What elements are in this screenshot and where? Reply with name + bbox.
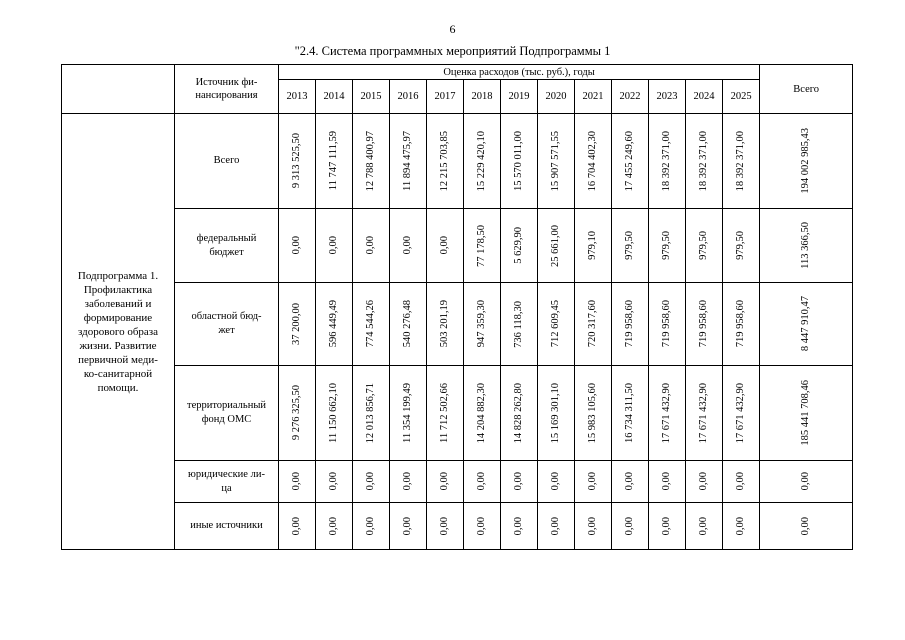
value-text: 11 150 662,10: [328, 383, 339, 443]
value-text: 15 169 301,10: [550, 382, 561, 444]
funding-source-line: юридические ли-: [188, 468, 265, 480]
value-text: 0,00: [513, 472, 524, 491]
value-text: 17 671 432,90: [698, 382, 709, 444]
subprogram-name-line: Профилактика: [83, 283, 153, 296]
value-cell-2025: [723, 503, 760, 550]
value-text: 0,00: [800, 516, 812, 536]
value-text: 503 201,19: [439, 300, 450, 348]
value-cell-2018: [464, 209, 501, 283]
value-text: 0,00: [439, 472, 450, 491]
subprogram-name-line: заболеваний и: [84, 297, 152, 310]
value-text: 15 570 011,00: [513, 131, 524, 191]
year-header-2023: 2023: [649, 80, 686, 114]
funding-source-line: федеральный: [196, 232, 257, 244]
funding-source-line: Всего: [213, 155, 240, 166]
value-text: 0,00: [328, 236, 339, 255]
value-cell-2022: [612, 209, 649, 283]
table-row: [62, 283, 853, 366]
value-text: 0,00: [587, 516, 598, 536]
value-cell-2020: [538, 366, 575, 461]
value-text: 11 354 199,49: [402, 383, 413, 443]
value-text: 0,00: [365, 472, 376, 491]
expenditure-table: [61, 64, 853, 550]
value-cell-2021: [575, 503, 612, 550]
value-text: 5 629,90: [513, 227, 524, 264]
value-text: 712 609,45: [550, 300, 561, 348]
value-text: 0,00: [698, 516, 709, 536]
value-text: 15 983 105,60: [587, 382, 598, 444]
value-cell-2022: [612, 503, 649, 550]
value-text: 774 544,26: [365, 300, 376, 348]
value-cell-2018: [464, 114, 501, 209]
value-text: 0,00: [550, 516, 561, 536]
value-text: 979,50: [698, 231, 709, 260]
value-text: 12 215 703,85: [439, 130, 450, 192]
value-text: 540 276,48: [402, 300, 413, 348]
value-cell-2023: [649, 209, 686, 283]
value-text: 596 449,49: [328, 300, 339, 348]
year-header-2018: 2018: [464, 80, 501, 114]
value-cell-2014: [316, 503, 353, 550]
value-text: 0,00: [365, 236, 376, 255]
header-row-top: [62, 65, 853, 80]
value-cell-2017: [427, 503, 464, 550]
value-cell-2020: [538, 114, 575, 209]
value-cell-2021: [575, 114, 612, 209]
value-cell-2016: [390, 114, 427, 209]
value-cell-2021: [575, 461, 612, 503]
value-cell-2024: [686, 366, 723, 461]
table-row: [62, 366, 853, 461]
total-value-cell: [760, 461, 853, 503]
value-cell-2023: [649, 114, 686, 209]
value-text: 719 958,60: [661, 300, 672, 348]
value-text: 0,00: [402, 236, 413, 255]
value-cell-2024: [686, 209, 723, 283]
value-cell-2025: [723, 209, 760, 283]
source-header: [175, 65, 279, 114]
funding-source-line: фонд ОМС: [201, 414, 252, 425]
value-text: 16 704 402,30: [587, 130, 598, 192]
table-row: [62, 209, 853, 283]
value-cell-2024: [686, 461, 723, 503]
value-text: 12 788 400,97: [365, 130, 376, 192]
value-cell-2016: [390, 209, 427, 283]
value-text: 736 118,30: [513, 300, 524, 348]
header-blank-cell: [62, 65, 175, 114]
value-text: 0,00: [439, 236, 450, 255]
funding-source-cell: [175, 209, 279, 283]
subprogram-name-line: Подпрограмма 1.: [77, 269, 159, 282]
value-text: 720 317,60: [587, 300, 598, 348]
value-cell-2021: [575, 209, 612, 283]
value-cell-2013: [279, 114, 316, 209]
funding-source-line: жет: [218, 325, 235, 336]
value-cell-2015: [353, 461, 390, 503]
value-cell-2018: [464, 503, 501, 550]
value-cell-2025: [723, 461, 760, 503]
value-cell-2025: [723, 283, 760, 366]
document-title: "2.4. Система программных мероприятий Подпрограммы 1: [294, 44, 611, 58]
value-cell-2018: [464, 366, 501, 461]
value-cell-2015: [353, 366, 390, 461]
value-text: 719 958,60: [735, 300, 747, 348]
value-cell-2013: [279, 366, 316, 461]
value-text: 0,00: [513, 516, 524, 536]
value-text: 17 671 432,90: [661, 382, 672, 444]
value-cell-2020: [538, 283, 575, 366]
value-cell-2013: [279, 461, 316, 503]
value-cell-2017: [427, 283, 464, 366]
year-header-2013: 2013: [279, 80, 316, 114]
value-cell-2025: [723, 366, 760, 461]
value-cell-2019: [501, 461, 538, 503]
value-text: 0,00: [624, 472, 635, 491]
value-cell-2023: [649, 283, 686, 366]
value-cell-2014: [316, 209, 353, 283]
value-text: 979,10: [587, 231, 598, 260]
value-text: 0,00: [476, 472, 487, 491]
year-header-2016: 2016: [390, 80, 427, 114]
total-value-cell: [760, 209, 853, 283]
value-cell-2023: [649, 503, 686, 550]
value-cell-2014: [316, 366, 353, 461]
value-text: 14 828 262,80: [513, 382, 524, 444]
value-cell-2016: [390, 366, 427, 461]
value-text: 37 200,00: [291, 303, 302, 345]
subprogram-name-cell: [62, 114, 175, 550]
total-header: Всего: [760, 65, 853, 114]
value-text: 9 276 325,50: [291, 385, 302, 441]
value-cell-2019: [501, 114, 538, 209]
subprogram-name-line: первичной меди-: [78, 353, 158, 366]
value-text: 0,00: [800, 472, 812, 491]
value-cell-2016: [390, 283, 427, 366]
page-number: 6: [449, 22, 456, 36]
value-text: 0,00: [328, 472, 339, 491]
table-row: [62, 114, 853, 209]
value-cell-2015: [353, 209, 390, 283]
year-header-2024: 2024: [686, 80, 723, 114]
source-header-line: Источник фи-: [195, 77, 258, 88]
year-header-2022: 2022: [612, 80, 649, 114]
value-cell-2017: [427, 461, 464, 503]
value-text: 947 359,30: [476, 300, 487, 348]
value-text: 17 455 249,60: [624, 130, 635, 192]
subprogram-name-line: формирование: [83, 311, 153, 324]
value-text: 77 178,50: [476, 224, 487, 267]
year-header-2019: 2019: [501, 80, 538, 114]
year-header-2015: 2015: [353, 80, 390, 114]
value-text: 0,00: [661, 472, 672, 491]
value-cell-2019: [501, 366, 538, 461]
year-header-2017: 2017: [427, 80, 464, 114]
value-text: 15 907 571,55: [550, 130, 561, 192]
value-text: 0,00: [476, 516, 487, 536]
funding-source-cell: [175, 114, 279, 209]
value-cell-2025: [723, 114, 760, 209]
value-text: 17 671 432,90: [735, 382, 747, 444]
value-cell-2019: [501, 209, 538, 283]
funding-source-cell: [175, 366, 279, 461]
value-cell-2018: [464, 283, 501, 366]
value-cell-2015: [353, 114, 390, 209]
total-value-cell: [760, 114, 853, 209]
value-text: 979,50: [735, 231, 747, 260]
source-header-line: нансирования: [195, 90, 258, 101]
value-cell-2016: [390, 503, 427, 550]
value-text: 11 894 475,97: [402, 131, 413, 191]
value-text: 113 366,50: [800, 222, 812, 269]
value-text: 0,00: [291, 236, 302, 255]
value-text: 0,00: [365, 516, 376, 536]
value-cell-2021: [575, 366, 612, 461]
value-cell-2015: [353, 283, 390, 366]
value-cell-2021: [575, 283, 612, 366]
total-value-cell: [760, 283, 853, 366]
value-cell-2023: [649, 461, 686, 503]
value-cell-2013: [279, 209, 316, 283]
value-text: 0,00: [735, 516, 747, 536]
funding-source-line: территориальный: [186, 400, 266, 411]
value-text: 16 734 311,50: [624, 383, 635, 443]
value-cell-2020: [538, 503, 575, 550]
year-header-2025: 2025: [723, 80, 760, 114]
year-header-2014: 2014: [316, 80, 353, 114]
year-header-2020: 2020: [538, 80, 575, 114]
value-cell-2024: [686, 503, 723, 550]
value-text: 0,00: [587, 472, 598, 491]
value-cell-2022: [612, 114, 649, 209]
value-text: 0,00: [291, 472, 302, 491]
value-text: 0,00: [402, 516, 413, 536]
value-cell-2023: [649, 366, 686, 461]
value-text: 0,00: [402, 472, 413, 491]
funding-source-line: областной бюд-: [191, 311, 262, 322]
funding-source-cell: [175, 461, 279, 503]
funding-source-cell: [175, 283, 279, 366]
total-value-cell: [760, 366, 853, 461]
funding-source-cell: [175, 503, 279, 550]
subprogram-name-line: жизни. Развитие: [79, 339, 157, 352]
subprogram-name-line: помощи.: [97, 381, 139, 394]
value-cell-2018: [464, 461, 501, 503]
year-header-2021: 2021: [575, 80, 612, 114]
value-cell-2024: [686, 283, 723, 366]
value-text: 979,50: [624, 231, 635, 260]
value-text: 18 392 371,00: [698, 130, 709, 192]
value-text: 11 747 111,59: [328, 131, 339, 191]
value-text: 18 392 371,00: [661, 130, 672, 192]
value-cell-2019: [501, 503, 538, 550]
value-cell-2017: [427, 209, 464, 283]
value-cell-2019: [501, 283, 538, 366]
value-cell-2020: [538, 209, 575, 283]
subprogram-name-line: здорового образа: [77, 325, 159, 338]
value-text: 0,00: [698, 472, 709, 491]
value-cell-2022: [612, 461, 649, 503]
value-cell-2016: [390, 461, 427, 503]
value-text: 0,00: [439, 516, 450, 536]
value-cell-2017: [427, 366, 464, 461]
value-text: 0,00: [735, 472, 747, 491]
value-text: 12 013 856,71: [365, 382, 376, 444]
value-text: 0,00: [550, 472, 561, 491]
value-text: 8 447 910,47: [800, 296, 812, 352]
funding-source-line: бюджет: [209, 246, 244, 258]
value-text: 0,00: [624, 516, 635, 536]
value-cell-2014: [316, 461, 353, 503]
value-cell-2024: [686, 114, 723, 209]
value-cell-2013: [279, 503, 316, 550]
value-cell-2020: [538, 461, 575, 503]
value-text: 719 958,60: [624, 300, 635, 348]
value-cell-2017: [427, 114, 464, 209]
value-text: 979,50: [661, 231, 672, 260]
value-cell-2013: [279, 283, 316, 366]
value-text: 194 002 985,43: [800, 128, 812, 194]
total-value-cell: [760, 503, 853, 550]
value-text: 14 204 882,30: [476, 382, 487, 444]
value-text: 9 313 525,50: [291, 133, 302, 189]
value-cell-2022: [612, 283, 649, 366]
value-text: 0,00: [661, 516, 672, 536]
value-text: 18 392 371,00: [735, 130, 747, 192]
subprogram-name-line: ко-санитарной: [83, 367, 153, 380]
value-text: 25 661,00: [550, 224, 561, 267]
value-cell-2022: [612, 366, 649, 461]
estimate-header: Оценка расходов (тыс. руб.), годы: [279, 65, 760, 80]
value-cell-2014: [316, 283, 353, 366]
value-cell-2015: [353, 503, 390, 550]
table-row: [62, 503, 853, 550]
value-cell-2014: [316, 114, 353, 209]
value-text: 0,00: [328, 516, 339, 536]
value-text: 719 958,60: [698, 300, 709, 348]
value-text: 15 229 420,10: [476, 130, 487, 192]
value-text: 185 441 708,46: [800, 380, 812, 446]
value-text: 0,00: [291, 516, 302, 536]
value-text: 11 712 502,66: [439, 383, 450, 443]
funding-source-line: иные источники: [190, 520, 263, 531]
funding-source-line: ца: [221, 482, 232, 494]
table-row: [62, 461, 853, 503]
